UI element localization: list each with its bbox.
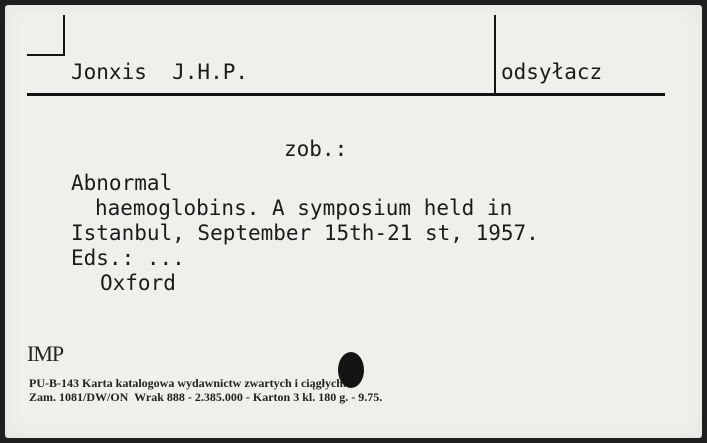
header-divider: [494, 15, 496, 95]
title-line: Istanbul, September 15th-21 st, 1957.: [71, 221, 539, 245]
see-label: zob.:: [284, 137, 348, 161]
title-line: Abnormal: [71, 171, 173, 195]
corner-bracket-vertical: [63, 15, 65, 55]
stamp-imp: IMP: [27, 341, 64, 366]
header-rule: [27, 93, 665, 96]
corner-bracket-horizontal: [27, 54, 65, 56]
title-line: Eds.: ...: [71, 246, 185, 270]
imprint-line: PU-B-143 Karta katalogowa wydawnictw zwartych i ciągłych.: [29, 376, 346, 390]
reference-label: odsyłacz: [501, 60, 603, 84]
author-heading: Jonxis J.H.P.: [71, 60, 249, 84]
title-line: Oxford: [100, 271, 176, 295]
catalog-card: [5, 5, 702, 438]
title-line: haemoglobins. A symposium held in: [95, 196, 513, 220]
imprint-line: Zam. 1081/DW/ON Wrak 888 - 2.385.000 - Karton 3 kl. 180 g. - 9.75.: [29, 390, 383, 404]
